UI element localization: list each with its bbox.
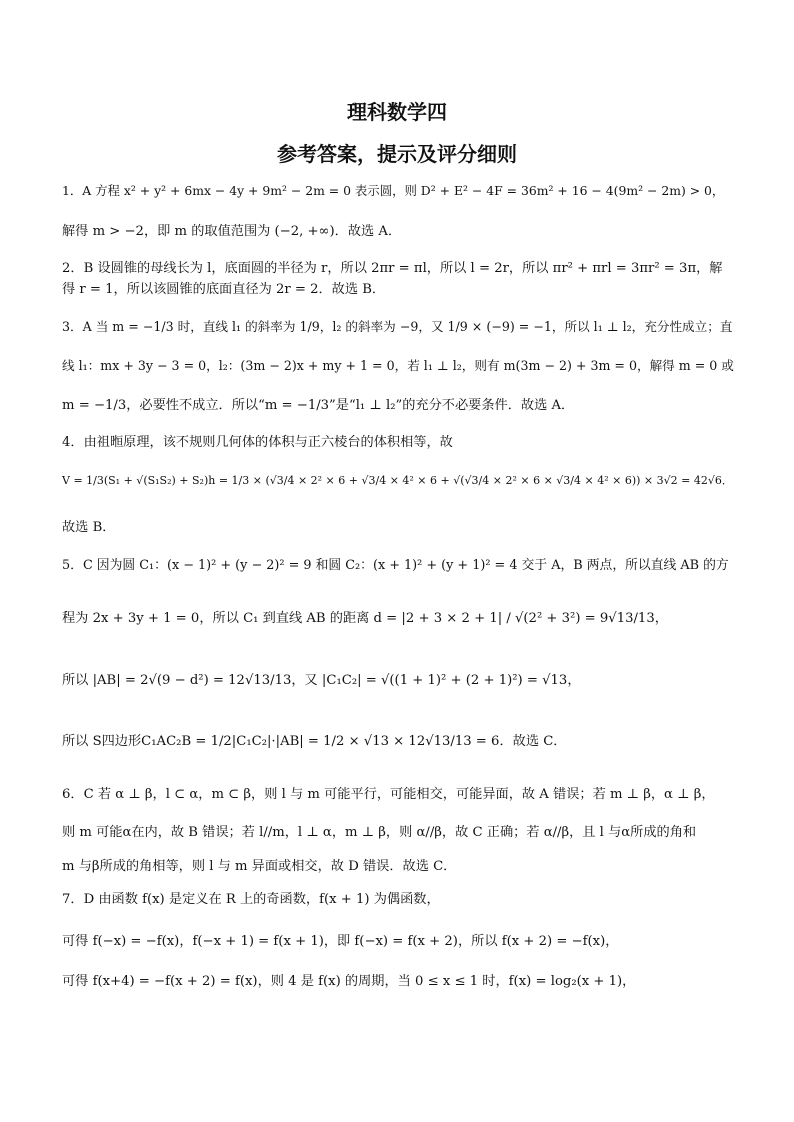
answer-line: 所以 |AB| = 2√(9 − d²) = 12√13/13，又 |C₁C₂| = √((1 + 1)² + (2 + 1)²) = √13， <box>62 673 581 688</box>
answer-line: 可得 f(−x) = −f(x)，f(−x + 1) = f(x + 1)，即 f(−x) = f(x + 2)，所以 f(x + 2) = −f(x)， <box>62 934 619 949</box>
answer-line: 5．C 因为圆 C₁：(x − 1)² + (y − 2)² = 9 和圆 C₂：(x + 1)² + (y + 1)² = 4 交于 A，B 两点，所以直线 AB 的方 <box>62 558 729 573</box>
answer-line: m 与β所成的角相等，则 l 与 m 异面或相交，故 D 错误．故选 C． <box>62 859 457 874</box>
answer-line: 7．D 由函数 f(x) 是定义在 R 上的奇函数，f(x + 1) 为偶函数， <box>62 892 440 907</box>
answer-line: 可得 f(x+4) = −f(x + 2) = f(x)，则 4 是 f(x) 的周期，当 0 ≤ x ≤ 1 时，f(x) = log₂(x + 1)， <box>62 974 636 989</box>
answer-line: 得 r = 1，所以该圆锥的底面直径为 2r = 2．故选 B． <box>62 282 386 297</box>
answer-line: 故选 B． <box>62 520 116 535</box>
answer-line: 所以 S四边形C₁AC₂B = 1/2|C₁C₂|·|AB| = 1/2 × √13 × 12√13/13 = 6．故选 C． <box>62 734 567 749</box>
answer-line: 4．由祖暅原理，该不规则几何体的体积与正六棱台的体积相等，故 <box>62 435 453 450</box>
answer-line: 1．A 方程 x² + y² + 6mx − 4y + 9m² − 2m = 0 表示圆，则 D² + E² − 4F = 36m² + 16 − 4(9m² − 2m) > 0， <box>62 183 725 198</box>
answer-line: 则 m 可能α在内，故 B 错误；若 l//m，l ⊥ α，m ⊥ β，则 α//β，故 C 正确；若 α//β，且 l 与α所成的角和 <box>62 825 697 840</box>
answer-line: 3．A 当 m = −1/3 时，直线 l₁ 的斜率为 1/9，l₂ 的斜率为 −9，又 1/9 × (−9) = −1，所以 l₁ ⊥ l₂，充分性成立；直 <box>62 319 733 334</box>
answer-line: 2．B 设圆锥的母线长为 l，底面圆的半径为 r，所以 2πr = πl，所以 l = 2r，所以 πr² + πrl = 3πr² = 3π，解 <box>62 261 723 276</box>
answer-line: V = 1/3(S₁ + √(S₁S₂) + S₂)h = 1/3 × (√3/4 × 2² × 6 + √3/4 × 4² × 6 + √(√3/4 × 2² × 6 × √3/4 × 4² × 6)) × 3√2 = 42√6． <box>62 474 733 487</box>
page-subtitle: 参考答案，提示及评分细则 <box>277 142 517 166</box>
answer-line: 解得 m > −2，即 m 的取值范围为 (−2, +∞)．故选 A． <box>62 224 402 239</box>
page-title: 理科数学四 <box>347 100 447 124</box>
answer-line: m = −1/3，必要性不成立．所以“m = −1/3”是“l₁ ⊥ l₂”的充分不必要条件．故选 A． <box>62 398 575 413</box>
answer-line: 线 l₁：mx + 3y − 3 = 0，l₂：(3m − 2)x + my + 1 = 0，若 l₁ ⊥ l₂，则有 m(3m − 2) + 3m = 0，解得 m = 0 或 <box>62 358 734 373</box>
answer-line: 程为 2x + 3y + 1 = 0，所以 C₁ 到直线 AB 的距离 d = |2 + 3 × 2 + 1| / √(2² + 3²) = 9√13/13， <box>62 611 668 626</box>
answer-line: 6．C 若 α ⊥ β，l ⊂ α，m ⊂ β，则 l 与 m 可能平行，可能相交，可能异面，故 A 错误；若 m ⊥ β，α ⊥ β， <box>62 787 715 802</box>
